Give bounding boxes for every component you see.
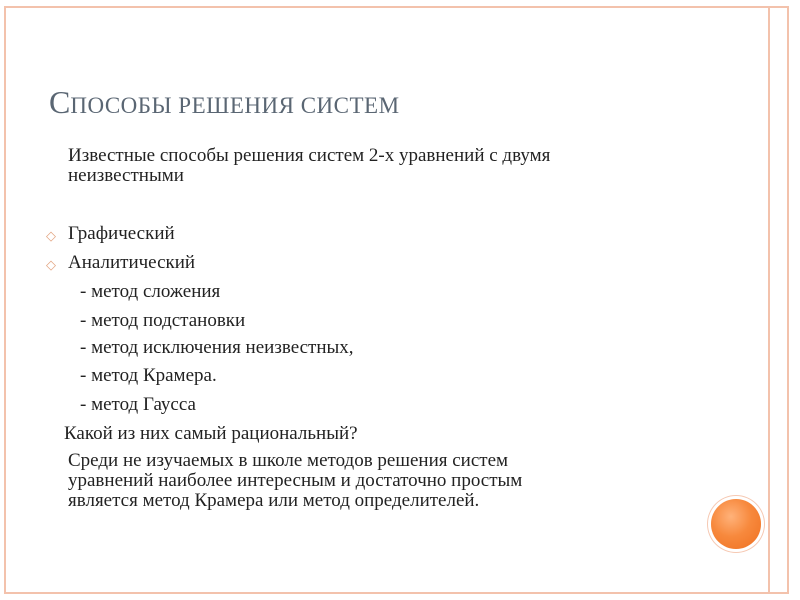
frame-right-inner-border [768,8,770,592]
method-addition: - метод сложения [80,281,221,302]
title-rest: ПОСОБЫ РЕШЕНИЯ СИСТЕМ [70,93,400,118]
frame-left-border [4,6,6,594]
question-line: Какой из них самый рациональный? [64,423,358,444]
title-first-letter: С [49,84,71,120]
decorative-circle-icon [711,499,761,549]
method-substitution: - метод подстановки [80,310,246,331]
conclusion-line-1: Среди не изучаемых в школе методов решения систем [68,450,509,471]
intro-line-1: Известные способы решения систем 2-х уравнений с двумя [68,145,551,166]
frame-top-border [4,6,789,8]
frame-bottom-border [4,592,789,594]
method-elimination: - метод исключения неизвестных, [80,337,354,358]
conclusion-line-3: является метод Крамера или метод определителей. [68,490,480,511]
bullet-graphic: Графический [68,223,175,244]
method-gauss: - метод Гаусса [80,394,196,415]
frame-right-outer-border [787,6,789,594]
bullet-marker-icon: ◇ [46,228,56,243]
bullet-analytic: Аналитический [68,252,196,273]
method-cramer: - метод Крамера. [80,365,217,386]
conclusion-line-2: уравнений наиболее интересным и достаточно простым [68,470,523,491]
bullet-marker-icon: ◇ [46,257,56,272]
slide-title [49,86,400,122]
intro-line-2: неизвестными [68,165,184,186]
